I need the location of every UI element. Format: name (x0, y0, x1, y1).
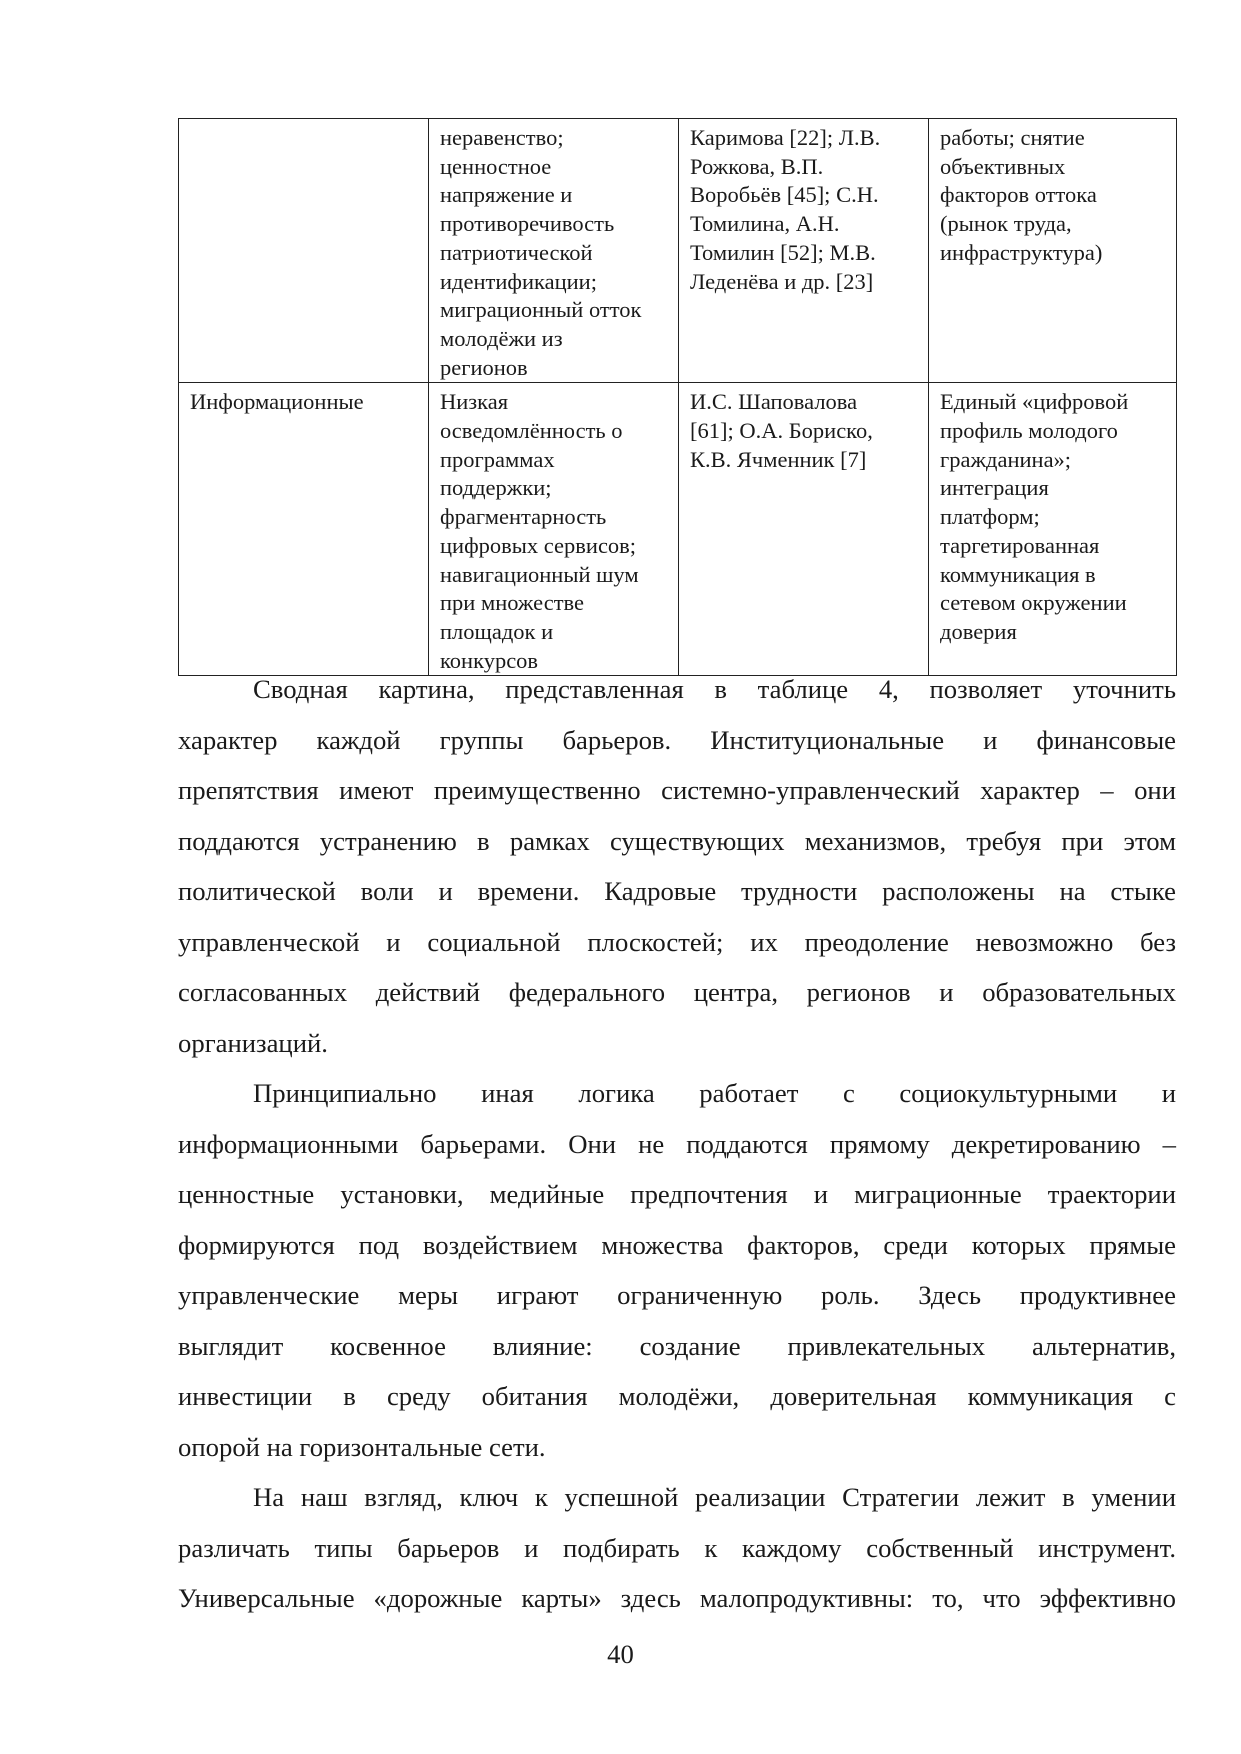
cell-text-line: напряжение и (440, 182, 573, 208)
paragraph-line: препятствия имеют преимущественно системно-управленческий характер – они (178, 775, 1176, 805)
cell-text-line: [61]; О.А. Бориско, (690, 418, 873, 444)
cell-text-line: платформ; (940, 504, 1040, 530)
table-row (179, 119, 1177, 383)
cell-text-line: инфраструктура) (940, 239, 1103, 265)
cell-text-line: доверия (940, 618, 1017, 644)
cell-text-line: профиль молодого (940, 418, 1118, 444)
paragraph-line: инвестиции в среду обитания молодёжи, доверительная коммуникация с (178, 1381, 1176, 1411)
table-cell (929, 119, 1177, 383)
cell-text-line: Низкая (440, 389, 509, 415)
paragraph-line: ценностные установки, медийные предпочтения и миграционные траектории (178, 1179, 1176, 1209)
cell-text-line: факторов оттока (940, 182, 1097, 208)
cell-text-line: Рожкова, В.П. (690, 153, 824, 179)
table-cell (679, 383, 929, 676)
cell-text-line: регионов (440, 354, 528, 380)
paragraph-line: организаций. (178, 1027, 328, 1058)
cell-text-line: гражданина»; (940, 446, 1072, 472)
paragraph (178, 1068, 1176, 1472)
paragraph-line: Универсальные «дорожные карты» здесь малопродуктивны: то, что эффективно (178, 1583, 1176, 1613)
paragraph-line: согласованных действий федерального центра, регионов и образовательных (178, 977, 1176, 1007)
cell-text-line: программах (440, 446, 555, 472)
cell-text-line: миграционный отток (440, 297, 642, 323)
paragraph-line: информационными барьерами. Они не поддаются прямому декретированию – (178, 1128, 1176, 1159)
table-cell (429, 119, 679, 383)
cell-text-line: таргетированная (940, 532, 1100, 558)
cell-text-line: работы; снятие (940, 125, 1085, 150)
paragraph-line: управленческой и социальной плоскостей; их преодоление невозможно без (178, 926, 1176, 957)
paragraph-line: Сводная картина, представленная в таблице 4, позволяет уточнить (253, 674, 1176, 704)
cell-text-line: цифровых сервисов; (440, 532, 637, 558)
cell-text-line: неравенство; (440, 125, 564, 150)
paragraph-line: поддаются устранению в рамках существующих механизмов, требуя при этом (178, 825, 1176, 856)
cell-text-line: осведомлённость о (440, 418, 623, 444)
paragraph (178, 1472, 1176, 1624)
page-number: 40 (607, 1639, 634, 1669)
cell-text-line: площадок и (440, 618, 554, 644)
cell-text-line: сетевом окружении (940, 590, 1127, 616)
paragraph-line: управленческие меры играют ограниченную роль. Здесь продуктивнее (178, 1280, 1176, 1310)
cell-text-line: Воробьёв [45]; С.Н. (690, 182, 879, 208)
cell-text-line: (рынок труда, (940, 211, 1072, 237)
table-cell (179, 119, 429, 383)
body-text (178, 664, 1176, 1624)
cell-text-line: Томилина, А.Н. (690, 211, 840, 237)
cell-text-line: Единый «цифровой (940, 389, 1129, 415)
table-cell (679, 119, 929, 383)
table-cell (429, 383, 679, 676)
cell-text-line: молодёжи из (440, 325, 563, 351)
paragraph-line: Принципиально иная логика работает с социокультурными и (253, 1078, 1176, 1108)
table-cell (929, 383, 1177, 676)
cell-text-line: К.В. Ячменник [7] (690, 446, 867, 472)
cell-text-line: ценностное (440, 153, 552, 179)
cell-text-line: Каримова [22]; Л.В. (690, 125, 881, 150)
cell-text-line: при множестве (440, 590, 585, 616)
table-cell (179, 383, 429, 676)
cell-text-line: коммуникация в (940, 561, 1096, 587)
paragraph-line: На наш взгляд, ключ к успешной реализации Стратегии лежит в умении (253, 1482, 1176, 1512)
cell-text-line: конкурсов (440, 647, 539, 673)
paragraph-line: характер каждой группы барьеров. Институциональные и финансовые (178, 724, 1176, 755)
paragraph-line: опорой на горизонтальные сети. (178, 1431, 546, 1462)
paragraph (178, 664, 1176, 1068)
paragraph-line: выглядит косвенное влияние: создание привлекательных альтернатив, (178, 1330, 1176, 1361)
cell-text-line: навигационный шум (440, 561, 639, 587)
cell-text-line: объективных (940, 153, 1066, 179)
cell-text-line: фрагментарность (440, 504, 607, 530)
cell-text-line: противоречивость (440, 211, 615, 237)
cell-text-line: Томилин [52]; М.В. (690, 239, 876, 265)
cell-text-line: И.С. Шаповалова (690, 389, 858, 415)
paragraph-line: формируются под воздействием множества факторов, среди которых прямые (178, 1229, 1176, 1260)
cell-text-line: поддержки; (440, 475, 552, 501)
barriers-table (178, 118, 1177, 676)
paragraph-line: различать типы барьеров и подбирать к каждому собственный инструмент. (178, 1532, 1176, 1563)
cell-text-line: интеграция (940, 475, 1049, 501)
paragraph-line: политической воли и времени. Кадровые трудности расположены на стыке (178, 876, 1176, 906)
cell-text-line: Информационные (190, 389, 364, 415)
table-row (179, 383, 1177, 676)
cell-text-line: патриотической (440, 239, 593, 265)
cell-text-line: идентификации; (440, 268, 597, 294)
cell-text-line: Леденёва и др. [23] (690, 268, 874, 294)
